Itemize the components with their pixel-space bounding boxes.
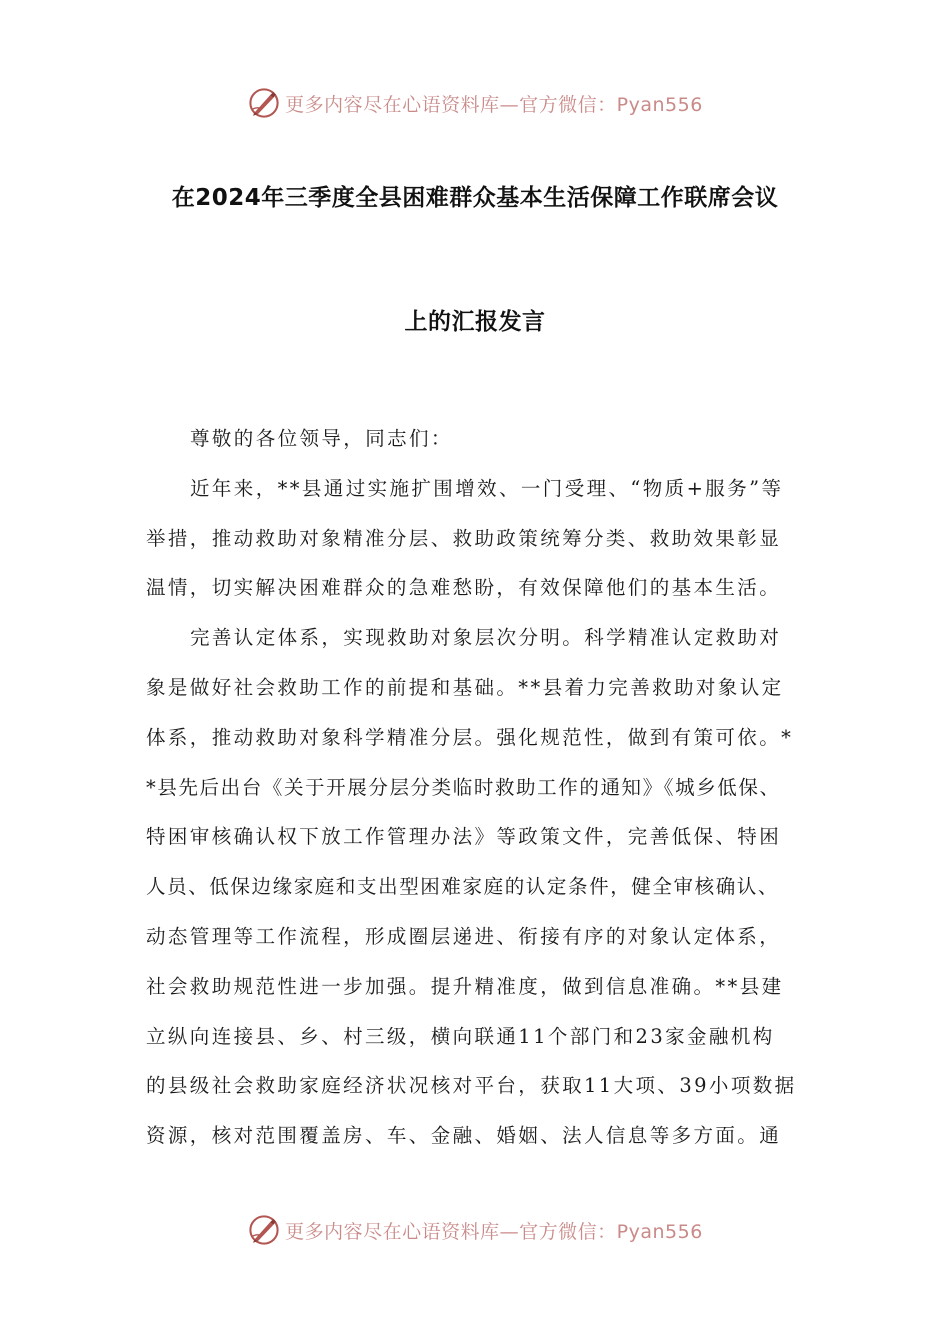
body-line: 资源，核对范围覆盖房、车、金融、婚姻、法人信息等多方面。通 <box>146 1124 782 1148</box>
body-line: 立纵向连接县、乡、村三级，横向联通11个部门和23家金融机构 <box>146 1024 775 1048</box>
pen-logo-icon <box>247 86 281 120</box>
body-line: 人员、低保边缘家庭和支出型困难家庭的认定条件，健全审核确认、 <box>146 875 780 899</box>
header-watermark <box>0 83 950 123</box>
body-line: 象是做好社会救助工作的前提和基础。**县着力完善救助对象认定 <box>146 675 784 699</box>
body-line: 社会救助规范性进一步加强。提升精准度，做到信息准确。**县建 <box>146 974 784 998</box>
body-line: 举措，推动救助对象精准分层、救助政策统筹分类、救助效果彰显 <box>146 526 782 550</box>
body-line: 动态管理等工作流程，形成圈层递进、衔接有序的对象认定体系， <box>146 924 782 948</box>
wechat-id: Pyan556 <box>616 93 703 116</box>
document-body <box>146 414 826 1161</box>
body-line: *县先后出台《关于开展分层分类临时救助工作的通知》《城乡低保、 <box>146 775 781 799</box>
document-title-line-2: 上的汇报发言 <box>404 309 546 335</box>
body-line: 体系，推动救助对象科学精准分层。强化规范性，做到有策可依。* <box>146 725 794 749</box>
document-title-line-1: 在2024年三季度全县困难群众基本生活保障工作联席会议 <box>171 185 779 211</box>
body-line: 温情，切实解决困难群众的急难愁盼，有效保障他们的基本生活。 <box>146 576 782 600</box>
salutation: 尊敬的各位领导，同志们： <box>190 427 453 450</box>
wechat-id: Pyan556 <box>616 1220 703 1243</box>
watermark-text: 更多内容尽在心语资料库—官方微信：Pyan556 <box>285 93 703 116</box>
pen-logo-icon <box>247 1213 281 1247</box>
footer-watermark <box>0 1210 950 1250</box>
body-line: 特困审核确认权下放工作管理办法》等政策文件，完善低保、特困 <box>146 825 782 849</box>
body-line: 的县级社会救助家庭经济状况核对平台，获取11大项、39小项数据 <box>146 1074 797 1098</box>
body-line: 完善认定体系，实现救助对象层次分明。科学精准认定救助对 <box>190 626 782 650</box>
watermark-text: 更多内容尽在心语资料库—官方微信：Pyan556 <box>285 1220 703 1243</box>
body-line: 近年来，**县通过实施扩围增效、一门受理、“物质+服务”等 <box>190 476 784 500</box>
